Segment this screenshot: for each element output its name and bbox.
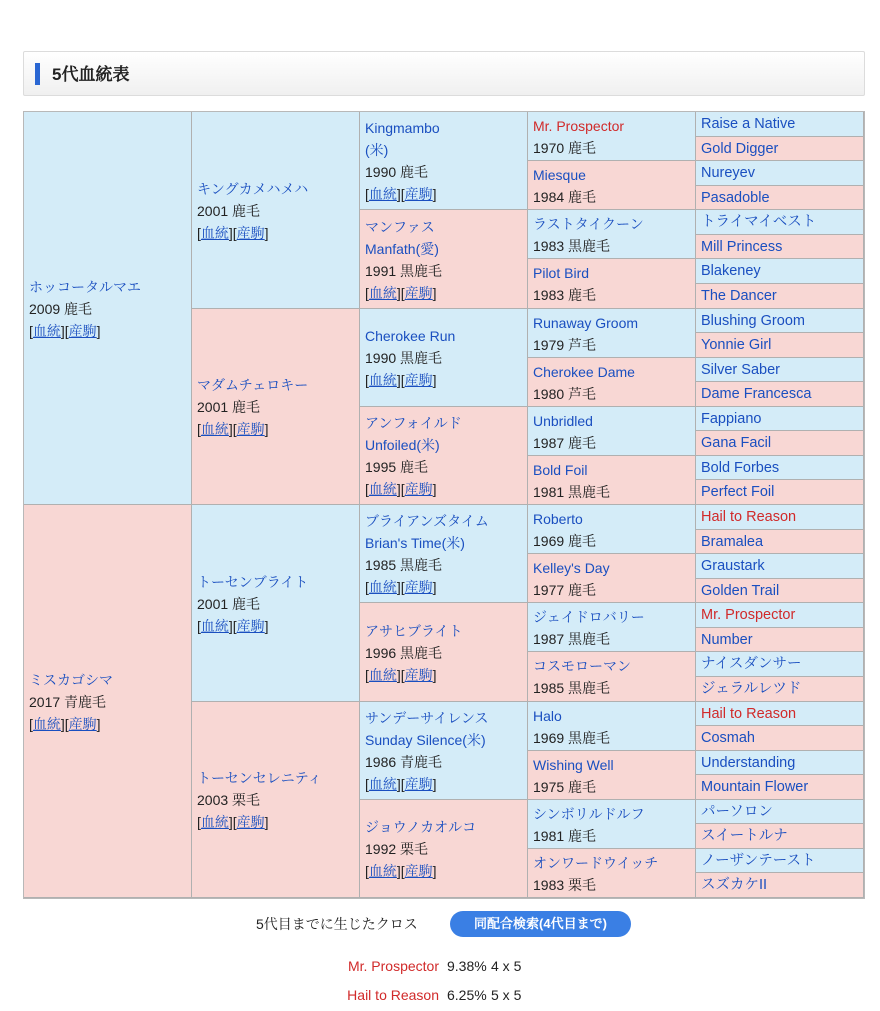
pedigree-cell-gen3 (360, 702, 528, 800)
pedigree-cell-gen4 (528, 358, 696, 407)
pedigree-cell-gen5 (696, 407, 864, 431)
offspring-link[interactable]: 産駒 (404, 776, 433, 792)
horse-birth-coat: 2001 鹿毛 (197, 596, 261, 612)
cross-generations: 5 x 5 (491, 987, 522, 1003)
offspring-link[interactable]: 産駒 (68, 323, 97, 339)
pedigree-cell-gen4 (528, 603, 696, 652)
horse-birth-coat: 1996 黒鹿毛 (365, 645, 443, 661)
offspring-link[interactable]: 産駒 (404, 863, 433, 879)
header-accent-bar (35, 63, 40, 85)
horse-name-link[interactable]: Perfect Foil (701, 484, 775, 500)
pedigree-link[interactable]: 血統 (368, 579, 397, 595)
pedigree-link[interactable]: 血統 (368, 372, 397, 388)
horse-birth-coat: 2017 青鹿毛 (29, 694, 107, 710)
horse-name-link[interactable]: トーセンブライト (197, 574, 309, 590)
pedigree-cell-gen4 (528, 259, 696, 309)
pedigree-cell-gen1 (24, 112, 192, 505)
horse-birth-coat: 1969 黒鹿毛 (533, 730, 611, 746)
pedigree-cell-gen5 (696, 775, 864, 800)
pedigree-cell-gen5 (696, 480, 864, 505)
horse-birth-coat: 1991 黒鹿毛 (365, 263, 443, 279)
offspring-link[interactable]: 産駒 (404, 667, 433, 683)
cross-row (339, 956, 521, 976)
horse-links: [血統][産駒] (365, 863, 437, 879)
pedigree-link[interactable]: 血統 (368, 186, 397, 202)
horse-birth-coat: 1977 鹿毛 (533, 582, 597, 598)
horse-birth-coat: 1983 黒鹿毛 (533, 238, 611, 254)
horse-name-link[interactable]: スイートルナ (701, 828, 788, 844)
horse-links: [血統][産駒] (197, 421, 269, 437)
offspring-link[interactable]: 産駒 (236, 618, 265, 634)
horse-links: [血統][産駒] (365, 481, 437, 497)
horse-name-link[interactable]: Hail to Reason (701, 509, 797, 525)
pedigree-cell-gen2 (192, 309, 360, 505)
pedigree-cell-gen4 (528, 800, 696, 849)
horse-name-link[interactable]: Kingmambo (365, 120, 440, 136)
horse-name-link[interactable]: Blushing Groom (701, 313, 805, 329)
horse-links: [血統][産駒] (197, 814, 269, 830)
cross-percent: 6.25% (447, 987, 487, 1003)
horse-birth-coat: 1987 鹿毛 (533, 435, 597, 451)
offspring-link[interactable]: 産駒 (404, 285, 433, 301)
pedigree-cell-gen5 (696, 800, 864, 824)
pedigree-table (23, 111, 865, 899)
horse-name-link[interactable]: Nureyev (701, 165, 755, 181)
horse-name-link[interactable]: スズカケII (701, 877, 768, 893)
cross-horse-link[interactable]: Hail to Reason (347, 987, 439, 1003)
pedigree-cell-gen4 (528, 849, 696, 898)
horse-links: [血統][産駒] (365, 776, 437, 792)
cross-horse-link[interactable]: Mr. Prospector (347, 958, 439, 974)
pedigree-cell-gen4 (528, 112, 696, 161)
horse-name-link[interactable]: Bramalea (701, 534, 764, 550)
pedigree-cell-gen5 (696, 186, 864, 210)
horse-name-link[interactable]: Bold Forbes (701, 460, 780, 476)
pedigree-cell-gen5 (696, 210, 864, 235)
offspring-link[interactable]: 産駒 (68, 716, 97, 732)
pedigree-cell-gen3 (360, 112, 528, 210)
horse-birth-coat: 1992 栗毛 (365, 841, 429, 857)
pedigree-link[interactable]: 血統 (200, 225, 229, 241)
horse-name-link[interactable]: Raise a Native (701, 116, 796, 132)
horse-name-link[interactable]: トライマイベスト (701, 214, 817, 230)
pedigree-cell-gen5 (696, 603, 864, 628)
horse-name-link[interactable]: ホッコータルマエ (29, 279, 141, 295)
horse-birth-coat: 2001 鹿毛 (197, 399, 261, 415)
offspring-link[interactable]: 産駒 (236, 421, 265, 437)
pedigree-cell-gen5 (696, 530, 864, 554)
horse-birth-coat: 2001 鹿毛 (197, 203, 261, 219)
pedigree-link[interactable]: 血統 (200, 421, 229, 437)
horse-name-link[interactable]: Mr. Prospector (701, 607, 796, 623)
pedigree-link[interactable]: 血統 (32, 323, 61, 339)
same-mating-search-button[interactable]: 同配合検索(4代目まで) (450, 911, 631, 937)
horse-name-link[interactable]: Kelley's Day (533, 560, 610, 576)
horse-name-link[interactable]: アンフォイルド (365, 415, 462, 431)
offspring-link[interactable]: 産駒 (404, 186, 433, 202)
horse-origin-link[interactable]: Unfoiled(米) (365, 437, 440, 453)
pedigree-cell-gen5 (696, 309, 864, 333)
pedigree-cell-gen5 (696, 505, 864, 530)
pedigree-link[interactable]: 血統 (200, 814, 229, 830)
pedigree-cell-gen5 (696, 431, 864, 456)
horse-name-link[interactable]: ブライアンズタイム (365, 513, 489, 529)
horse-name-link[interactable]: Miesque (533, 167, 586, 183)
crosses-title: 5代目までに生じたクロス (256, 916, 418, 932)
horse-name-link[interactable]: Hail to Reason (701, 706, 797, 722)
pedigree-link[interactable]: 血統 (368, 285, 397, 301)
horse-links: [血統][産駒] (365, 285, 437, 301)
horse-name-link[interactable]: Pasadoble (701, 190, 770, 206)
horse-name-link[interactable]: The Dancer (701, 288, 777, 304)
horse-name-link[interactable]: Unbridled (533, 413, 593, 429)
pedigree-cell-gen5 (696, 849, 864, 873)
pedigree-cell-gen3 (360, 800, 528, 898)
pedigree-cell-gen4 (528, 456, 696, 505)
horse-birth-coat: 1995 鹿毛 (365, 459, 429, 475)
horse-birth-coat: 1984 鹿毛 (533, 189, 597, 205)
horse-name-link[interactable]: オンワードウイッチ (533, 855, 659, 871)
pedigree-cell-gen4 (528, 751, 696, 800)
pedigree-cell-gen3 (360, 407, 528, 505)
pedigree-cell-gen5 (696, 235, 864, 259)
pedigree-cell-gen4 (528, 210, 696, 259)
horse-name-link[interactable]: Graustark (701, 558, 765, 574)
pedigree-cell-gen2 (192, 702, 360, 898)
horse-origin-link[interactable]: Brian's Time(米) (365, 535, 465, 551)
horse-name-link[interactable]: Cosmah (701, 730, 755, 746)
horse-name-link[interactable]: Number (701, 632, 753, 648)
offspring-link[interactable]: 産駒 (404, 579, 433, 595)
horse-name-link[interactable]: Pilot Bird (533, 265, 590, 281)
horse-birth-coat: 1983 鹿毛 (533, 287, 597, 303)
horse-birth-coat: 2003 栗毛 (197, 792, 261, 808)
pedigree-cell-gen5 (696, 702, 864, 726)
horse-name-link[interactable]: Bold Foil (533, 462, 588, 478)
pedigree-cell-gen5 (696, 456, 864, 480)
cross-generations: 4 x 5 (491, 958, 522, 974)
page-title: 5代血統表 (52, 65, 130, 84)
horse-name-link[interactable]: サンデーサイレンス (365, 710, 489, 726)
horse-name-link[interactable]: ナイスダンサー (701, 656, 802, 672)
offspring-link[interactable]: 産駒 (404, 372, 433, 388)
horse-origin-link[interactable]: Manfath(愛) (365, 241, 439, 257)
pedigree-cell-gen5 (696, 873, 864, 898)
pedigree-cell-gen5 (696, 579, 864, 603)
pedigree-link[interactable]: 血統 (32, 716, 61, 732)
horse-name-link[interactable]: Yonnie Girl (701, 337, 772, 353)
horse-name-link[interactable]: Understanding (701, 755, 796, 771)
horse-name-link[interactable]: Gold Digger (701, 141, 779, 157)
horse-birth-coat: 2009 鹿毛 (29, 301, 93, 317)
horse-birth-coat: 1990 黒鹿毛 (365, 350, 443, 366)
pedigree-cell-gen2 (192, 505, 360, 702)
horse-name-link[interactable]: Gana Facil (701, 435, 772, 451)
horse-links: [血統][産駒] (197, 225, 269, 241)
horse-name-link[interactable]: パーソロン (701, 804, 773, 820)
horse-links: [血統][産駒] (365, 579, 437, 595)
horse-birth-coat: 1975 鹿毛 (533, 779, 597, 795)
horse-name-link[interactable]: Mountain Flower (701, 779, 809, 795)
horse-birth-coat: 1987 黒鹿毛 (533, 631, 611, 647)
horse-name-link[interactable]: Cherokee Dame (533, 364, 635, 380)
horse-name-link[interactable]: Wishing Well (533, 757, 614, 773)
horse-name-link[interactable]: Fappiano (701, 411, 762, 427)
horse-name-link[interactable]: Roberto (533, 511, 583, 527)
pedigree-cell-gen4 (528, 309, 696, 358)
pedigree-cell-gen5 (696, 652, 864, 677)
horse-name-link[interactable]: ジョウノカオルコ (365, 819, 477, 835)
horse-name-link[interactable]: シンボリルドルフ (533, 806, 645, 822)
pedigree-cell-gen4 (528, 702, 696, 751)
horse-name-link[interactable]: Blakeney (701, 263, 761, 279)
horse-birth-coat: 1983 栗毛 (533, 877, 597, 893)
horse-name-link[interactable]: Mill Princess (701, 239, 783, 255)
pedigree-cell-gen5 (696, 161, 864, 186)
pedigree-cell-gen5 (696, 824, 864, 849)
horse-birth-coat: 1970 鹿毛 (533, 140, 597, 156)
pedigree-cell-gen5 (696, 137, 864, 161)
pedigree-cell-gen4 (528, 652, 696, 702)
horse-name-link[interactable]: Silver Saber (701, 362, 780, 378)
cross-row (339, 985, 521, 1005)
horse-name-link[interactable]: Mr. Prospector (533, 118, 625, 134)
horse-name-link[interactable]: ジェラルレツド (701, 681, 802, 697)
pedigree-cell-gen3 (360, 603, 528, 702)
horse-birth-coat: 1981 鹿毛 (533, 828, 597, 844)
pedigree-cell-gen1 (24, 505, 192, 898)
horse-birth-coat: 1986 青鹿毛 (365, 754, 443, 770)
horse-name-link[interactable]: Cherokee Run (365, 328, 456, 344)
horse-links: [血統][産駒] (365, 186, 437, 202)
pedigree-cell-gen3 (360, 309, 528, 407)
horse-birth-coat: 1990 鹿毛 (365, 164, 429, 180)
horse-birth-coat: 1969 鹿毛 (533, 533, 597, 549)
horse-name-link[interactable]: コスモローマン (533, 658, 631, 674)
pedigree-cell-gen5 (696, 259, 864, 284)
horse-name-link[interactable]: ジェイドロバリー (533, 609, 645, 625)
pedigree-link[interactable]: 血統 (368, 863, 397, 879)
section-header (23, 51, 865, 96)
pedigree-cell-gen4 (528, 407, 696, 456)
horse-origin-link[interactable]: (米) (365, 142, 389, 158)
pedigree-cell-gen5 (696, 628, 864, 652)
horse-name-link[interactable]: Dame Francesca (701, 386, 812, 402)
pedigree-link[interactable]: 血統 (368, 667, 397, 683)
horse-name-link[interactable]: Golden Trail (701, 583, 780, 599)
horse-birth-coat: 1985 黒鹿毛 (365, 557, 443, 573)
pedigree-link[interactable]: 血統 (368, 481, 397, 497)
horse-origin-link[interactable]: Sunday Silence(米) (365, 732, 486, 748)
pedigree-cell-gen5 (696, 284, 864, 309)
horse-birth-coat: 1979 芦毛 (533, 337, 597, 353)
horse-birth-coat: 1985 黒鹿毛 (533, 680, 611, 696)
horse-links: [血統][産駒] (29, 716, 101, 732)
horse-birth-coat: 1981 黒鹿毛 (533, 484, 611, 500)
horse-links: [血統][産駒] (365, 372, 437, 388)
pedigree-cell-gen3 (360, 505, 528, 603)
pedigree-link[interactable]: 血統 (200, 618, 229, 634)
offspring-link[interactable]: 産駒 (236, 225, 265, 241)
pedigree-cell-gen4 (528, 554, 696, 603)
offspring-link[interactable]: 産駒 (236, 814, 265, 830)
horse-name-link[interactable]: ノーザンテースト (701, 853, 816, 869)
horse-links: [血統][産駒] (365, 667, 437, 683)
cross-percent: 9.38% (447, 958, 487, 974)
pedigree-cell-gen4 (528, 161, 696, 210)
horse-name-link[interactable]: キングカメハメハ (197, 181, 309, 197)
horse-name-link[interactable]: トーセンセレニティ (197, 770, 322, 786)
pedigree-cell-gen4 (528, 505, 696, 554)
pedigree-cell-gen5 (696, 382, 864, 407)
horse-name-link[interactable]: ミスカゴシマ (29, 672, 113, 688)
horse-name-link[interactable]: マダムチェロキー (197, 377, 309, 393)
pedigree-cell-gen5 (696, 112, 864, 137)
horse-links: [血統][産駒] (197, 618, 269, 634)
pedigree-cell-gen2 (192, 112, 360, 309)
pedigree-cell-gen5 (696, 726, 864, 751)
pedigree-cell-gen5 (696, 333, 864, 358)
horse-name-link[interactable]: マンファス (365, 219, 435, 235)
pedigree-link[interactable]: 血統 (368, 776, 397, 792)
pedigree-cell-gen5 (696, 751, 864, 775)
horse-birth-coat: 1980 芦毛 (533, 386, 597, 402)
horse-links: [血統][産駒] (29, 323, 101, 339)
horse-name-link[interactable]: Halo (533, 708, 562, 724)
horse-name-link[interactable]: ラストタイクーン (533, 216, 644, 232)
pedigree-cell-gen3 (360, 210, 528, 309)
pedigree-cell-gen5 (696, 554, 864, 579)
horse-name-link[interactable]: アサヒブライト (365, 623, 463, 639)
pedigree-cell-gen5 (696, 358, 864, 382)
offspring-link[interactable]: 産駒 (404, 481, 433, 497)
horse-name-link[interactable]: Runaway Groom (533, 315, 639, 331)
pedigree-cell-gen5 (696, 677, 864, 702)
